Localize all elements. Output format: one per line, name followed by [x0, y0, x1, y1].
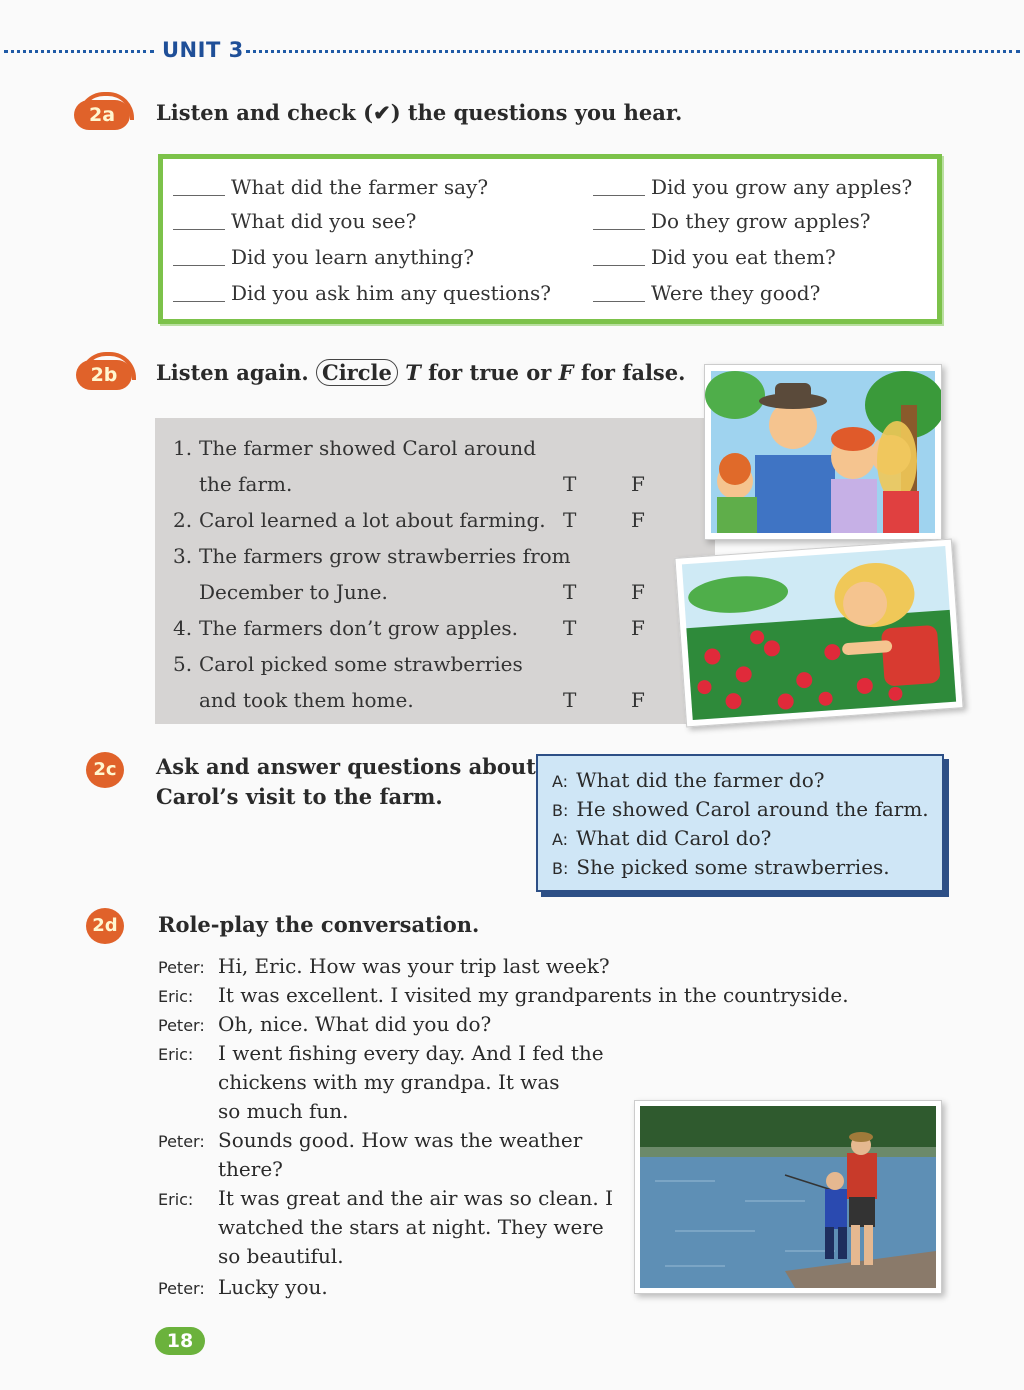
- speaker-label: Eric:: [158, 1045, 194, 1064]
- conversation-line: so much fun.: [218, 1099, 349, 1123]
- false-option[interactable]: F: [631, 688, 645, 712]
- check-mark-icon: ✔: [373, 100, 391, 125]
- statement-text: The farmers don’t grow apples.: [199, 616, 519, 640]
- conversation-line: chickens with my grandpa. It was: [218, 1070, 560, 1094]
- question-item: Did you grow any apples?: [593, 175, 912, 199]
- instruction-2b: Listen again. Circle T for true or F for false.: [156, 360, 686, 385]
- statement-text: and took them home.: [199, 688, 414, 712]
- conversation-line: there?: [218, 1157, 283, 1181]
- answer-blank[interactable]: [593, 301, 645, 302]
- page-number: 18: [155, 1327, 205, 1355]
- speaker-label: Peter:: [158, 1016, 205, 1035]
- false-option[interactable]: F: [631, 508, 645, 532]
- statement-number: 1.: [173, 436, 193, 460]
- farmer-children-picture: [705, 365, 941, 539]
- conversation-line: It was excellent. I visited my grandparents in the countryside.: [218, 983, 849, 1007]
- speaker-label: Peter:: [158, 1132, 205, 1151]
- conversation-line: Sounds good. How was the weather: [218, 1128, 583, 1152]
- true-option[interactable]: T: [563, 688, 577, 712]
- dialogue-line: A: What did Carol do?: [552, 826, 772, 850]
- answer-blank[interactable]: [173, 265, 225, 266]
- true-option[interactable]: T: [563, 580, 577, 604]
- false-option[interactable]: F: [631, 472, 645, 496]
- badge-2a: 2a: [74, 100, 130, 130]
- instruction-2a: [156, 100, 682, 125]
- conversation-line: Lucky you.: [218, 1275, 328, 1299]
- badge-2b: 2b: [76, 360, 132, 390]
- answer-blank[interactable]: [593, 229, 645, 230]
- false-option[interactable]: F: [631, 580, 645, 604]
- answer-blank[interactable]: [173, 229, 225, 230]
- dialogue-line: B: He showed Carol around the farm.: [552, 797, 929, 821]
- instruction-2c-line1: Ask and answer questions about: [156, 754, 536, 779]
- fishing-photo: [634, 1100, 942, 1294]
- badge-2c: 2c: [86, 752, 124, 788]
- statement-text: the farm.: [199, 472, 293, 496]
- instruction-2a-post: ) the questions you hear.: [390, 100, 683, 125]
- statement-number: 3.: [173, 544, 193, 568]
- statement-number: 5.: [173, 652, 193, 676]
- unit-dots-right: [246, 50, 1020, 53]
- answer-blank[interactable]: [173, 301, 225, 302]
- strawberry-picking-illustration: [674, 539, 963, 728]
- true-false-panel: [155, 418, 715, 724]
- dialogue-line: A: What did the farmer do?: [552, 768, 825, 792]
- statement-text: Carol learned a lot about farming.: [199, 508, 546, 532]
- statement-text: December to June.: [199, 580, 388, 604]
- circle-word: Circle: [316, 359, 398, 386]
- dialogue-box-2c: [536, 754, 944, 892]
- dialogue-line: B: She picked some strawberries.: [552, 855, 890, 879]
- statement-number: 4.: [173, 616, 193, 640]
- statement-text: The farmers grow strawberries from: [199, 544, 571, 568]
- question-item: What did you see?: [173, 209, 416, 233]
- statement-text: The farmer showed Carol around: [199, 436, 536, 460]
- fishing-picture: [635, 1101, 941, 1293]
- question-item: Did you ask him any questions?: [173, 281, 551, 305]
- unit-title: UNIT 3: [162, 38, 244, 62]
- conversation-line: I went fishing every day. And I fed the: [218, 1041, 604, 1065]
- conversation-line: It was great and the air was so clean. I: [218, 1186, 613, 1210]
- speaker-label: Peter:: [158, 1279, 205, 1298]
- false-option[interactable]: F: [631, 616, 645, 640]
- conversation-line: Oh, nice. What did you do?: [218, 1012, 492, 1036]
- true-option[interactable]: T: [563, 508, 577, 532]
- strawberry-picture: [675, 540, 962, 727]
- answer-blank[interactable]: [593, 265, 645, 266]
- badge-2d: 2d: [86, 908, 124, 944]
- question-item: Were they good?: [593, 281, 820, 305]
- conversation-line: watched the stars at night. They were: [218, 1215, 604, 1239]
- instruction-2c-line2: Carol’s visit to the farm.: [156, 784, 443, 809]
- instruction-2a-pre: Listen and check (: [156, 100, 374, 125]
- statement-number: 2.: [173, 508, 193, 532]
- answer-blank[interactable]: [593, 195, 645, 196]
- question-item: Do they grow apples?: [593, 209, 870, 233]
- farmer-children-illustration: [704, 364, 942, 540]
- true-option[interactable]: T: [563, 472, 577, 496]
- question-item: Did you learn anything?: [173, 245, 474, 269]
- true-option[interactable]: T: [563, 616, 577, 640]
- statement-text: Carol picked some strawberries: [199, 652, 523, 676]
- question-item: Did you eat them?: [593, 245, 836, 269]
- conversation-line: Hi, Eric. How was your trip last week?: [218, 954, 610, 978]
- unit-dots-left: [4, 50, 154, 53]
- answer-blank[interactable]: [173, 195, 225, 196]
- speaker-label: Peter:: [158, 958, 205, 977]
- question-item: What did the farmer say?: [173, 175, 488, 199]
- questions-box-2a: [158, 154, 942, 324]
- instruction-2d: Role-play the conversation.: [158, 912, 480, 937]
- speaker-label: Eric:: [158, 1190, 194, 1209]
- conversation-line: so beautiful.: [218, 1244, 344, 1268]
- speaker-label: Eric:: [158, 987, 194, 1006]
